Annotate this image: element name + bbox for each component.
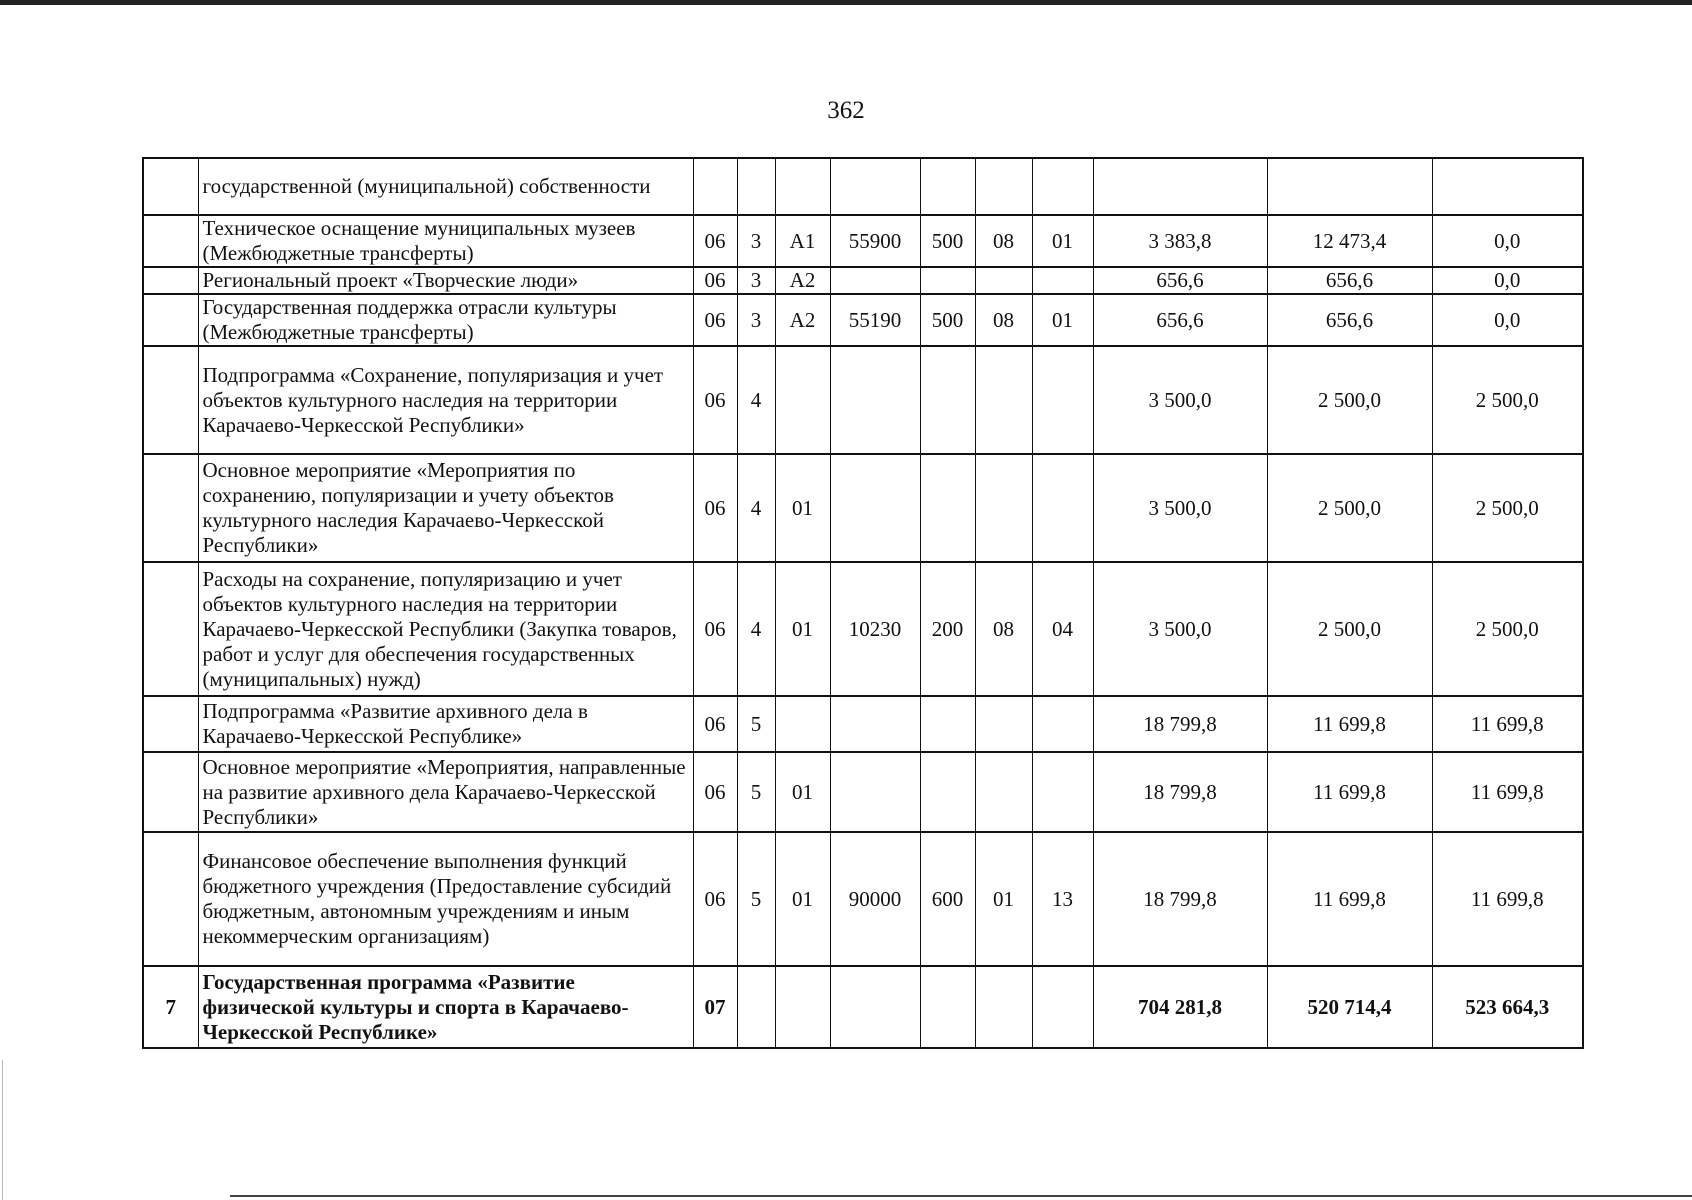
amount-year1-cell: 18 799,8 — [1093, 752, 1267, 832]
table-row — [143, 454, 1583, 562]
direction-code-cell — [830, 966, 920, 1048]
item-name-cell: государственной (муниципальной) собственности — [198, 158, 693, 215]
section-code-cell — [975, 158, 1032, 215]
amount-year1-cell: 704 281,8 — [1093, 966, 1267, 1048]
subprogram-code-cell: 5 — [737, 752, 775, 832]
measure-code-cell — [775, 158, 830, 215]
expense-type-cell: 200 — [920, 562, 975, 696]
program-code-cell: 06 — [693, 752, 737, 832]
page-number: 362 — [827, 97, 865, 124]
subprogram-code-cell: 3 — [737, 294, 775, 346]
amount-year1-cell: 18 799,8 — [1093, 696, 1267, 752]
measure-code-cell: 01 — [775, 752, 830, 832]
table-row — [143, 267, 1583, 294]
subsection-code-cell: 01 — [1032, 215, 1093, 267]
budget-table — [142, 157, 1584, 1049]
program-code-cell: 06 — [693, 215, 737, 267]
direction-code-cell: 55190 — [830, 294, 920, 346]
table-row — [143, 562, 1583, 696]
table-row — [143, 696, 1583, 752]
amount-year2-cell: 2 500,0 — [1267, 562, 1432, 696]
measure-code-cell: 01 — [775, 832, 830, 966]
row-number-cell — [143, 752, 198, 832]
direction-code-cell — [830, 454, 920, 562]
amount-year1-cell: 18 799,8 — [1093, 832, 1267, 966]
amount-year2-cell: 12 473,4 — [1267, 215, 1432, 267]
amount-year2-cell: 11 699,8 — [1267, 832, 1432, 966]
subprogram-code-cell: 4 — [737, 562, 775, 696]
amount-year2-cell: 520 714,4 — [1267, 966, 1432, 1048]
direction-code-cell — [830, 267, 920, 294]
measure-code-cell: 01 — [775, 562, 830, 696]
amount-year3-cell: 2 500,0 — [1432, 346, 1583, 454]
amount-year3-cell: 523 664,3 — [1432, 966, 1583, 1048]
program-code-cell: 06 — [693, 267, 737, 294]
amount-year3-cell: 0,0 — [1432, 294, 1583, 346]
direction-code-cell: 55900 — [830, 215, 920, 267]
section-code-cell — [975, 966, 1032, 1048]
amount-year1-cell — [1093, 158, 1267, 215]
row-number-cell — [143, 696, 198, 752]
measure-code-cell — [775, 696, 830, 752]
program-code-cell: 06 — [693, 454, 737, 562]
item-name-cell: Техническое оснащение муниципальных музеев (Межбюджетные трансферты) — [198, 215, 693, 267]
top-border — [0, 0, 1692, 5]
expense-type-cell — [920, 696, 975, 752]
direction-code-cell — [830, 158, 920, 215]
amount-year3-cell — [1432, 158, 1583, 215]
amount-year3-cell: 0,0 — [1432, 215, 1583, 267]
expense-type-cell — [920, 966, 975, 1048]
row-number-cell — [143, 454, 198, 562]
measure-code-cell: А2 — [775, 294, 830, 346]
direction-code-cell — [830, 696, 920, 752]
program-code-cell: 06 — [693, 832, 737, 966]
amount-year2-cell: 2 500,0 — [1267, 346, 1432, 454]
amount-year2-cell — [1267, 158, 1432, 215]
subprogram-code-cell: 5 — [737, 696, 775, 752]
measure-code-cell: 01 — [775, 454, 830, 562]
amount-year3-cell: 11 699,8 — [1432, 696, 1583, 752]
subprogram-code-cell: 3 — [737, 267, 775, 294]
section-code-cell: 08 — [975, 294, 1032, 346]
section-code-cell — [975, 696, 1032, 752]
subsection-code-cell — [1032, 267, 1093, 294]
expense-type-cell: 600 — [920, 832, 975, 966]
table-row — [143, 752, 1583, 832]
expense-type-cell — [920, 454, 975, 562]
amount-year2-cell: 656,6 — [1267, 294, 1432, 346]
program-code-cell: 06 — [693, 294, 737, 346]
item-name-cell: Основное мероприятие «Мероприятия по сохранению, популяризации и учету объектов культурного наследия Карачаево-Черкесской Республики» — [198, 454, 693, 562]
item-name-cell: Региональный проект «Творческие люди» — [198, 267, 693, 294]
section-code-cell: 08 — [975, 562, 1032, 696]
row-number-cell: 7 — [143, 966, 198, 1048]
row-number-cell — [143, 158, 198, 215]
amount-year2-cell: 656,6 — [1267, 267, 1432, 294]
subprogram-code-cell: 4 — [737, 346, 775, 454]
section-code-cell — [975, 454, 1032, 562]
section-code-cell: 08 — [975, 215, 1032, 267]
item-name-cell: Расходы на сохранение, популяризацию и учет объектов культурного наследия на территории Карачаево-Черкесской Республики (Закупка товаров, работ и услуг для обеспечения государственных (муниципальных) нужд) — [198, 562, 693, 696]
amount-year3-cell: 11 699,8 — [1432, 832, 1583, 966]
row-number-cell — [143, 562, 198, 696]
table-row — [143, 294, 1583, 346]
section-code-cell — [975, 267, 1032, 294]
amount-year1-cell: 3 500,0 — [1093, 562, 1267, 696]
subsection-code-cell — [1032, 752, 1093, 832]
amount-year1-cell: 3 500,0 — [1093, 346, 1267, 454]
subsection-code-cell — [1032, 696, 1093, 752]
subprogram-code-cell: 4 — [737, 454, 775, 562]
expense-type-cell — [920, 752, 975, 832]
amount-year2-cell: 2 500,0 — [1267, 454, 1432, 562]
amount-year2-cell: 11 699,8 — [1267, 696, 1432, 752]
subsection-code-cell: 04 — [1032, 562, 1093, 696]
expense-type-cell — [920, 346, 975, 454]
measure-code-cell: А2 — [775, 267, 830, 294]
bottom-border — [230, 1195, 1692, 1197]
subsection-code-cell — [1032, 454, 1093, 562]
program-code-cell: 07 — [693, 966, 737, 1048]
amount-year1-cell: 3 500,0 — [1093, 454, 1267, 562]
subsection-code-cell — [1032, 158, 1093, 215]
item-name-cell: Подпрограмма «Развитие архивного дела в Карачаево-Черкесской Республике» — [198, 696, 693, 752]
amount-year3-cell: 2 500,0 — [1432, 454, 1583, 562]
table-body — [143, 158, 1583, 1048]
table-row — [143, 346, 1583, 454]
amount-year2-cell: 11 699,8 — [1267, 752, 1432, 832]
row-number-cell — [143, 294, 198, 346]
measure-code-cell — [775, 346, 830, 454]
expense-type-cell: 500 — [920, 294, 975, 346]
section-code-cell: 01 — [975, 832, 1032, 966]
program-code-cell: 06 — [693, 696, 737, 752]
table-row — [143, 215, 1583, 267]
subsection-code-cell — [1032, 346, 1093, 454]
expense-type-cell — [920, 158, 975, 215]
section-code-cell — [975, 346, 1032, 454]
expense-type-cell — [920, 267, 975, 294]
expense-type-cell: 500 — [920, 215, 975, 267]
amount-year3-cell: 11 699,8 — [1432, 752, 1583, 832]
direction-code-cell: 90000 — [830, 832, 920, 966]
row-number-cell — [143, 346, 198, 454]
amount-year1-cell: 656,6 — [1093, 267, 1267, 294]
direction-code-cell — [830, 346, 920, 454]
row-number-cell — [143, 832, 198, 966]
row-number-cell — [143, 215, 198, 267]
item-name-cell: Финансовое обеспечение выполнения функций бюджетного учреждения (Предоставление субсидий бюджетным, автономным учреждениям и иным некоммерческим организациям) — [198, 832, 693, 966]
row-number-cell — [143, 267, 198, 294]
amount-year3-cell: 2 500,0 — [1432, 562, 1583, 696]
amount-year1-cell: 656,6 — [1093, 294, 1267, 346]
subsection-code-cell: 13 — [1032, 832, 1093, 966]
measure-code-cell — [775, 966, 830, 1048]
item-name-cell: Подпрограмма «Сохранение, популяризация и учет объектов культурного наследия на территории Карачаево-Черкесской Республики» — [198, 346, 693, 454]
item-name-cell: Государственная поддержка отрасли культуры (Межбюджетные трансферты) — [198, 294, 693, 346]
item-name-cell: Основное мероприятие «Мероприятия, направленные на развитие архивного дела Карачаево-Черкесской Республики» — [198, 752, 693, 832]
direction-code-cell: 10230 — [830, 562, 920, 696]
subprogram-code-cell — [737, 966, 775, 1048]
amount-year3-cell: 0,0 — [1432, 267, 1583, 294]
item-name-cell: Государственная программа «Развитие физической культуры и спорта в Карачаево-Черкесской Республике» — [198, 966, 693, 1048]
measure-code-cell: А1 — [775, 215, 830, 267]
table-row — [143, 966, 1583, 1048]
subsection-code-cell — [1032, 966, 1093, 1048]
amount-year1-cell: 3 383,8 — [1093, 215, 1267, 267]
subsection-code-cell: 01 — [1032, 294, 1093, 346]
program-code-cell: 06 — [693, 346, 737, 454]
section-code-cell — [975, 752, 1032, 832]
table-row — [143, 832, 1583, 966]
table-row — [143, 158, 1583, 215]
subprogram-code-cell: 5 — [737, 832, 775, 966]
subprogram-code-cell — [737, 158, 775, 215]
program-code-cell — [693, 158, 737, 215]
direction-code-cell — [830, 752, 920, 832]
program-code-cell: 06 — [693, 562, 737, 696]
scan-edge — [2, 1060, 3, 1200]
subprogram-code-cell: 3 — [737, 215, 775, 267]
